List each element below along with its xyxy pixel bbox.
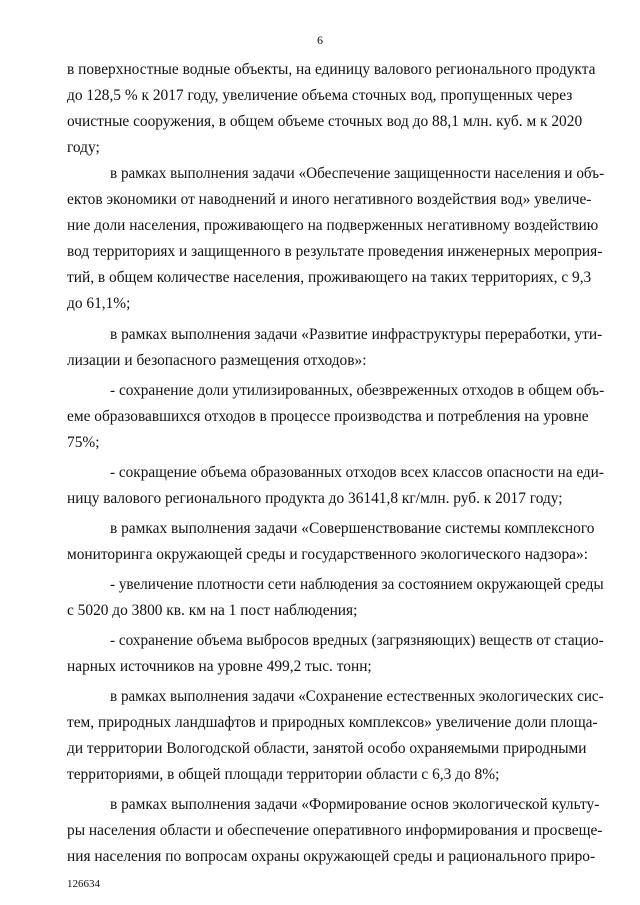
text-line: ния населения по вопросам охраны окружающей среды и рационального приро- <box>67 848 596 865</box>
text-line: в рамках выполнения задачи «Обеспечение защищенности населения и объ- <box>110 165 605 182</box>
text-line: тем, природных ландшафтов и природных комплексов» увеличение доли площа- <box>67 714 598 731</box>
text-line: ектов экономики от наводнений и иного негативного воздействия вод» увеличе- <box>67 191 592 208</box>
text-line: 75%; <box>67 434 100 451</box>
text-line: ры населения области и обеспечение оперативного информирования и просвеще- <box>67 822 603 839</box>
text-line: в рамках выполнения задачи «Совершенствование системы комплексного <box>110 520 595 537</box>
text-line: ние доли населения, проживающего на подверженных негативному воздействию <box>67 217 599 234</box>
text-line: вод территориях и защищенного в результате проведения инженерных мероприя- <box>67 243 603 260</box>
text-line: тий, в общем количестве населения, проживающего на таких территориях, с 9,3 <box>67 269 592 286</box>
text-line: в рамках выполнения задачи «Развитие инфраструктуры переработки, ути- <box>110 326 603 343</box>
document-code: 126634 <box>67 878 100 890</box>
text-line: с 5020 до 3800 кв. км на 1 пост наблюдения; <box>67 602 358 619</box>
text-line: в рамках выполнения задачи «Сохранение естественных экологических сис- <box>110 688 604 705</box>
text-line: году; <box>67 139 100 156</box>
text-line: еме образовавшихся отходов в процессе производства и потребления на уровне <box>67 408 589 425</box>
text-line: - сохранение объема выбросов вредных (загрязняющих) веществ от стацио- <box>110 632 604 649</box>
text-line: в поверхностные водные объекты, на единицу валового регионального продукта <box>67 61 596 78</box>
text-line: - сохранение доли утилизированных, обезвреженных отходов в общем объ- <box>110 382 605 399</box>
text-line: нарных источников на уровне 499,2 тыс. тонн; <box>67 658 372 675</box>
page-number: 6 <box>317 33 323 47</box>
text-line: территориями, в общей площади территории области с 6,3 до 8%; <box>67 766 500 783</box>
text-line: очистные сооружения, в общем объеме сточных вод до 88,1 млн. куб. м к 2020 <box>67 113 583 130</box>
text-line: в рамках выполнения задачи «Формирование основ экологической культу- <box>110 796 600 813</box>
text-line: - увеличение плотности сети наблюдения за состоянием окружающей среды <box>110 576 604 593</box>
text-line: лизации и безопасного размещения отходов»: <box>67 352 367 369</box>
text-line: ди территории Вологодской области, занятой особо охраняемыми природными <box>67 740 587 757</box>
text-line: ницу валового регионального продукта до 36141,8 кг/млн. руб. к 2017 году; <box>67 490 563 507</box>
text-line: до 61,1%; <box>67 295 131 312</box>
text-line: - сокращение объема образованных отходов всех классов опасности на еди- <box>110 464 604 481</box>
text-line: до 128,5 % к 2017 году, увеличение объема сточных вод, пропущенных через <box>67 87 573 104</box>
text-line: мониторинга окружающей среды и государственного экологического надзора»: <box>67 546 588 563</box>
